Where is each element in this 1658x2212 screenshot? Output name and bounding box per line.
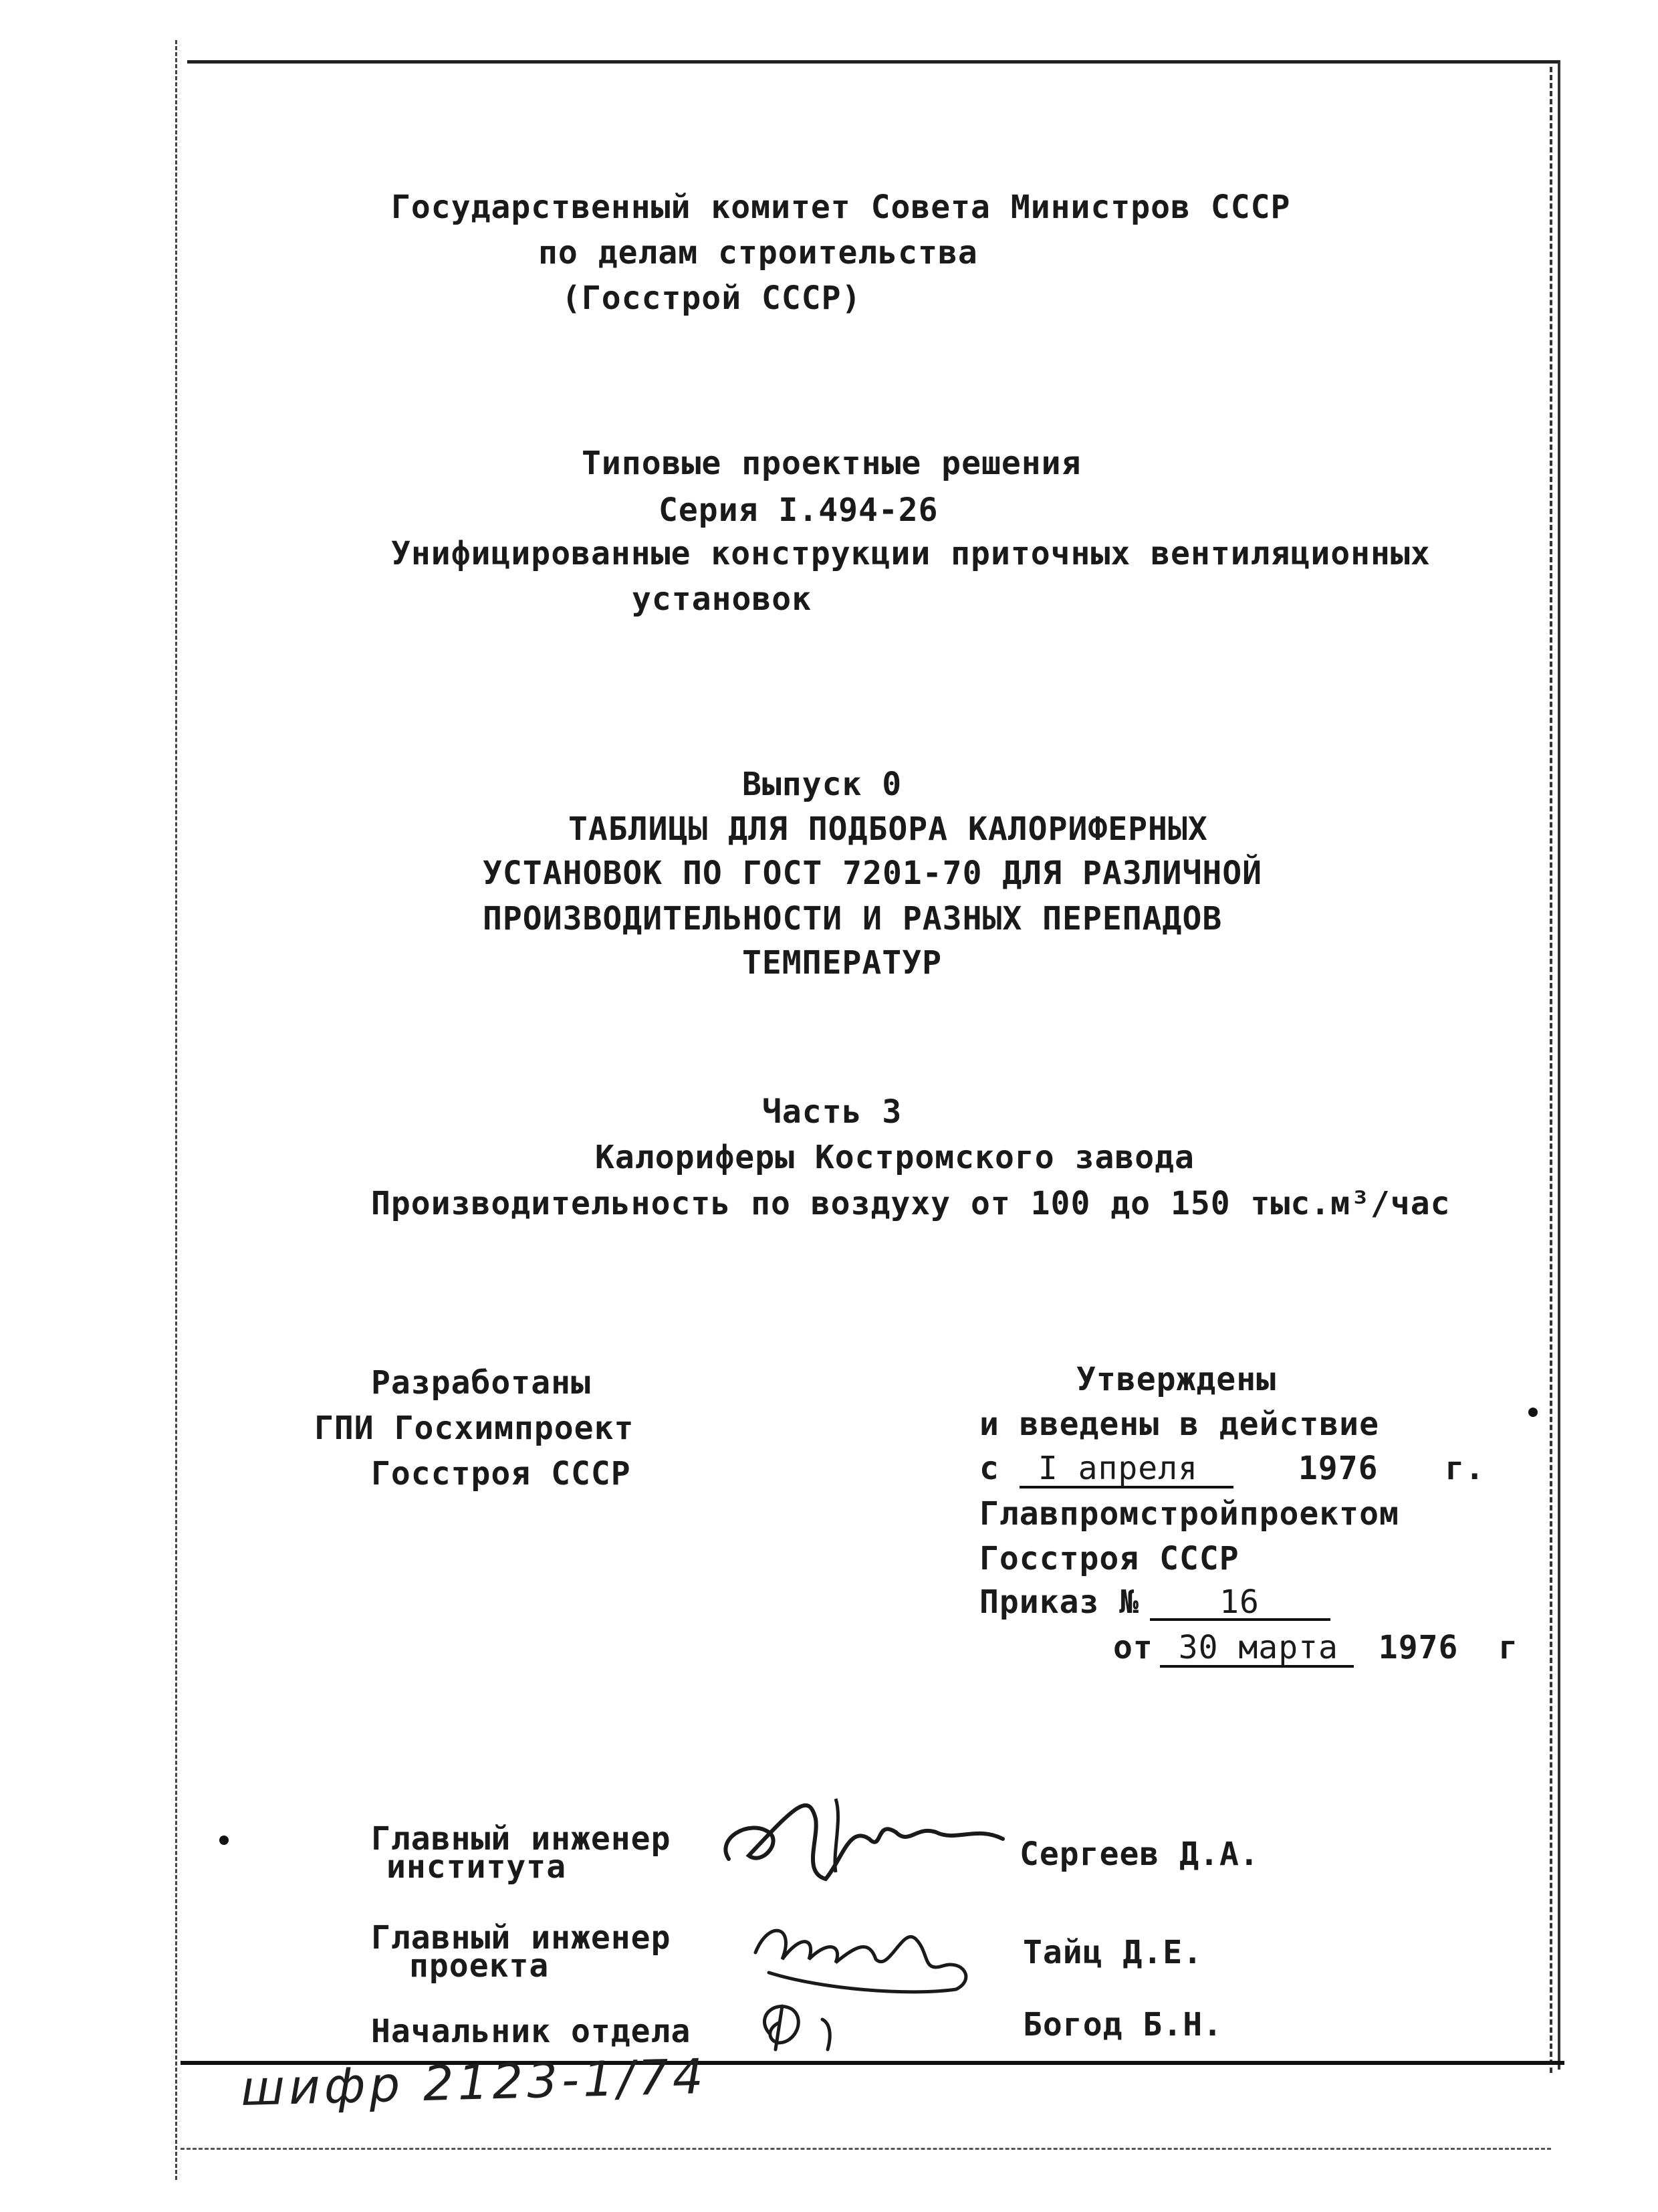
committee-line-1: Государственный комитет Совета Министров СССР [391,189,1291,226]
signature-role-1-line-1: Главный инженер [371,1820,671,1858]
approved-line-4: Главпромстройпроектом [979,1495,1399,1533]
part-line-1: Часть 3 [762,1093,903,1131]
handwritten-code: шифр 2123-1/74 [240,2048,708,2117]
approved-from-year: 1976 [1298,1450,1379,1487]
series-line-2: Серия I.494-26 [659,491,939,529]
order-date-underline [1160,1665,1354,1668]
approved-line-2: и введены в действие [979,1406,1379,1443]
dashed-rule [181,2148,1551,2150]
issue-line-2: ТАБЛИЦЫ ДЛЯ ПОДБОРА КАЛОРИФЕРНЫХ [568,810,1208,848]
signature-role-3-line-1: Начальник отдела [371,2013,691,2050]
order-date-prefix: от [1113,1629,1153,1666]
from-date-underline [1020,1486,1233,1488]
signature-role-1-line-2: института [386,1848,567,1886]
approved-order-date-line [1113,1629,1518,1666]
punch-dot-right [1528,1408,1538,1417]
issue-line-5: ТЕМПЕРАТУР [742,944,942,982]
order-date: 30 марта [1178,1629,1338,1666]
approved-line-5: Госстроя СССР [979,1540,1239,1577]
signature-role-2-line-1: Главный инженер [371,1919,671,1957]
approved-line-1: Утверждены [1076,1361,1276,1398]
signature-sergeev [709,1779,1023,1886]
signature-taits [742,1899,996,1993]
issue-line-4: ПРОИЗВОДИТЕЛЬНОСТИ И РАЗНЫХ ПЕРЕПАДОВ [483,900,1223,937]
signature-name-1: Сергеев Д.А. [1020,1836,1260,1873]
series-line-3: Унифицированные конструкции приточных вентиляционных [391,535,1431,572]
developed-line-2: ГПИ Госхимпроект [314,1410,634,1447]
order-year-suffix: г [1498,1629,1519,1666]
order-label: Приказ № [979,1583,1140,1621]
developed-line-3: Госстроя СССР [371,1455,631,1492]
series-line-4: установок [632,580,812,618]
issue-line-3: УСТАНОВОК ПО ГОСТ 7201-70 ДЛЯ РАЗЛИЧНОЙ [483,855,1263,892]
order-number-underline [1150,1618,1330,1621]
punch-dot-left [219,1836,229,1845]
part-line-3: Производительность по воздуху от 100 до 150 тыс.м³/час [371,1185,1451,1222]
approved-from-prefix: с [979,1450,999,1487]
approved-order-line [979,1583,1260,1621]
order-number: 16 [1219,1583,1260,1621]
committee-line-3: (Госстрой СССР) [562,280,862,317]
signature-name-2: Тайц Д.Е. [1023,1934,1203,1971]
signature-bogod [749,1996,856,2056]
page-left-edge [175,40,177,2180]
approved-year-suffix: г. [1445,1450,1486,1487]
signature-name-3: Богод Б.Н. [1023,2006,1223,2043]
approved-from-date: I апреля [1038,1450,1198,1487]
signature-role-2-line-2: проекта [409,1947,550,1985]
series-line-1: Типовые проектные решения [582,445,1082,482]
developed-line-1: Разработаны [371,1364,591,1402]
page-frame [187,60,1560,2070]
issue-line-1: Выпуск 0 [742,766,903,803]
order-year: 1976 [1378,1629,1459,1666]
committee-line-2: по делам строительства [538,234,978,271]
part-line-2: Калориферы Костромского завода [595,1139,1195,1176]
approved-line-3 [979,1450,1485,1487]
